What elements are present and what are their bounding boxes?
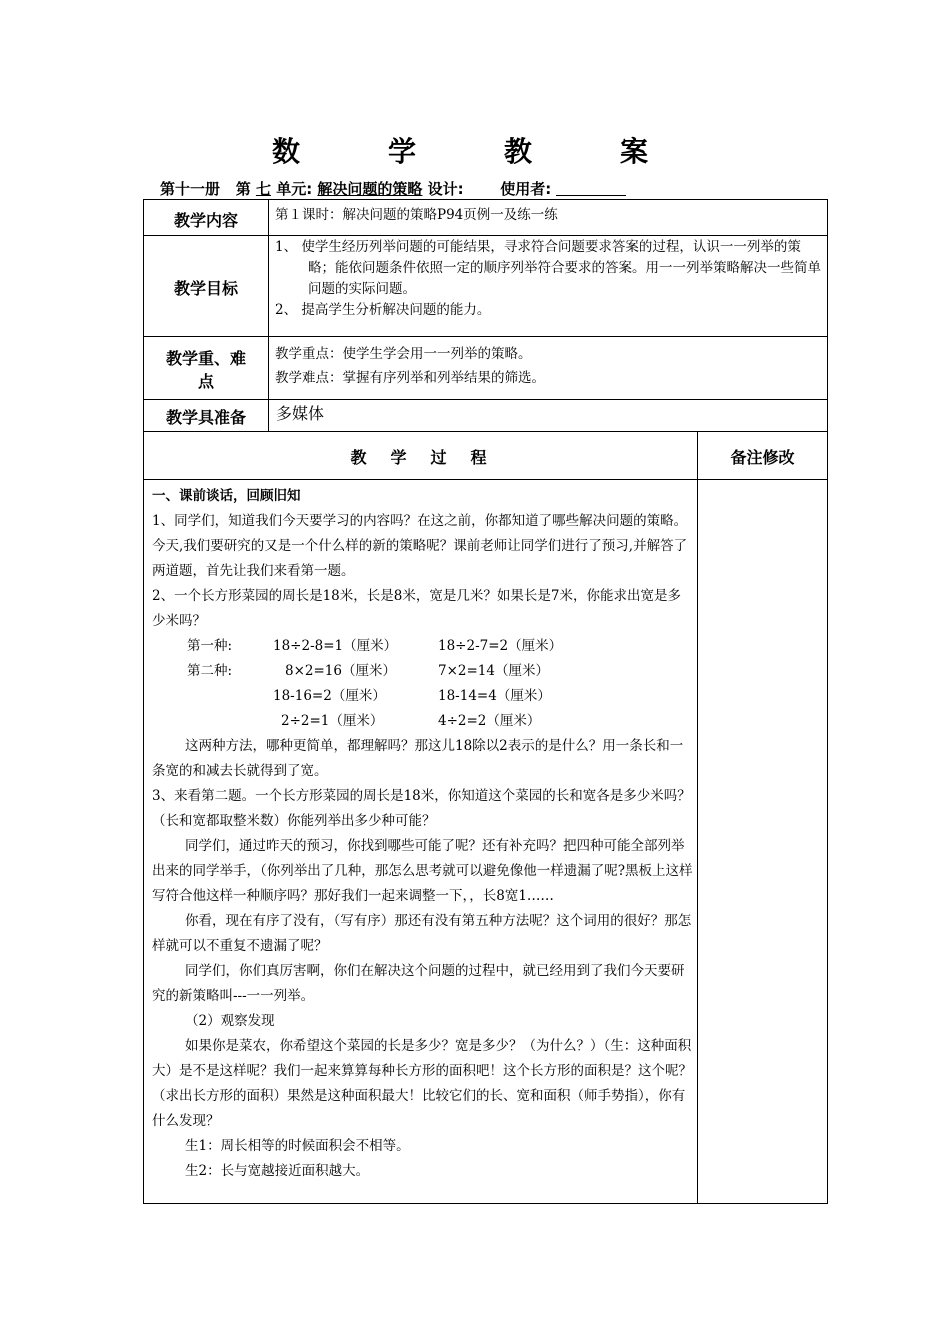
row-divider [143,479,828,480]
method-row [152,684,694,709]
goals-label: 教学目标 [173,279,238,298]
row-divider [143,336,828,337]
paragraph: 同学们，你们真厉害啊，你们在解决这个问题的过程中，就已经用到了我们今天要研究的新策略叫---一一列举。 [152,963,685,1004]
user-label: 使用者: [500,180,552,198]
key-point: 教学重点：使学生学会用一一列举的策略。 [275,346,532,362]
unit-prefix: 第 [235,180,251,198]
table-border-right [827,199,828,1204]
goals-list [275,237,823,321]
section-heading: 一、课前谈话，回顾旧知 [152,488,301,504]
paragraph: 这两种方法，哪种更简单，都理解吗？那这儿18除以2表示的是什么？用一条长和一条宽的和减去长就得到了宽。 [152,738,684,779]
paragraph: 1、同学们，知道我们今天要学习的内容吗？在这之前，你都知道了哪些解决问题的策略。今天,我们要研究的又是一个什么样的新的策略呢？课前老师让同学们进行了预习,并解答了两道题，首先让我们来看第一题。 [152,513,688,579]
process-header: 教 学 过 程 [350,448,491,467]
formula: 8×2=16（厘米） [285,663,396,679]
paragraph: 2、一个长方形菜园的周长是18米，长是8米，宽是几米？如果长是7米，你能求出宽是多少米吗？ [152,588,681,629]
key-points-label [144,347,268,393]
paragraph: 你看，现在有序了没有，（写有序）那还有没有第五种方法呢？这个词用的很好？那怎样就可以不重复不遗漏了呢？ [152,913,692,954]
formula: 18-14=4（厘米） [438,688,551,704]
formula: 4÷2=2（厘米） [438,713,541,729]
goal-item: 2、 提高学生分析解决问题的能力。 [275,302,491,318]
row-divider [143,399,828,400]
content-label: 教学内容 [173,211,238,230]
unit-topic: 解决问题的策略 [317,180,423,198]
key-points-label-line2: 点 [197,372,214,391]
table-border-top [143,199,828,200]
tools-value: 多媒体 [276,404,325,423]
formula: 18÷2-8=1（厘米） [273,638,398,654]
student-answer: 生1：周长相等的时候面积会不相等。 [185,1138,410,1154]
notes-header: 备注修改 [730,448,795,467]
process-content [152,484,694,1184]
volume: 第十一册 [160,180,221,198]
formula: 18-16=2（厘米） [273,688,386,704]
student-answer: 生2：长与宽越接近面积越大。 [185,1163,370,1179]
label-column-divider [268,199,269,432]
row-divider [143,235,828,236]
row-divider [143,431,828,432]
designer-label: 设计: [427,180,464,198]
content-value: 第１课时：解决问题的策略P94页例一及练一练 [275,207,558,223]
page-title: 数 学 教 案 [271,135,678,168]
user-blank [556,181,626,196]
unit-number: 七 [255,180,271,198]
table-border-bottom [143,1203,828,1204]
tools-label: 教学具准备 [165,408,246,427]
unit-suffix: 单元: [276,180,313,198]
formula: 18÷2-7=2（厘米） [438,638,563,654]
key-points-label-line1: 教学重、难 [165,349,246,368]
method-row [152,659,694,684]
subheading: （2）观察发现 [185,1013,275,1029]
method-label: 第一种: [187,638,233,654]
method-row [152,709,694,734]
paragraph: 3、来看第二题。一个长方形菜园的周长是18米，你知道这个菜园的长和宽各是多少米吗？（长和宽都取整米数）你能列举出多少种可能？ [152,788,691,829]
formula: 2÷2=1（厘米） [281,713,384,729]
method-row [152,634,694,659]
formula: 7×2=14（厘米） [438,663,549,679]
goal-item: 1、 使学生经历列举问题的可能结果，寻求符合问题要求答案的过程，认识一一列举的策略；能依问题条件依照一定的顺序列举符合要求的答案。用一一列举策略解决一些简单问题的实际问题。 [275,239,821,297]
header-line [160,178,860,199]
difficult-point: 教学难点：掌握有序列举和列举结果的筛选。 [275,370,545,386]
paragraph: 如果你是菜农，你希望这个菜园的长是多少？宽是多少？（为什么？）（生：这种面积大）是不是这样呢？我们一起来算算每种长方形的面积吧！这个长方形的面积是？这个呢？（求出长方形的面积）果然是这种面积最大！比较它们的长、宽和面积（师手势指），你有什么发现？ [152,1038,692,1129]
notes-column-divider [697,431,698,1204]
method-label: 第二种: [187,663,233,679]
paragraph: 同学们，通过昨天的预习，你找到哪些可能了呢？还有补充吗？把四种可能全部列举出来的同学举手，（你列举出了几种，那怎么思考就可以避免像他一样遗漏了呢?黑板上这样写符合他这样一种顺序吗？那好我们一起来调整一下，，长8宽1…… [152,838,693,904]
